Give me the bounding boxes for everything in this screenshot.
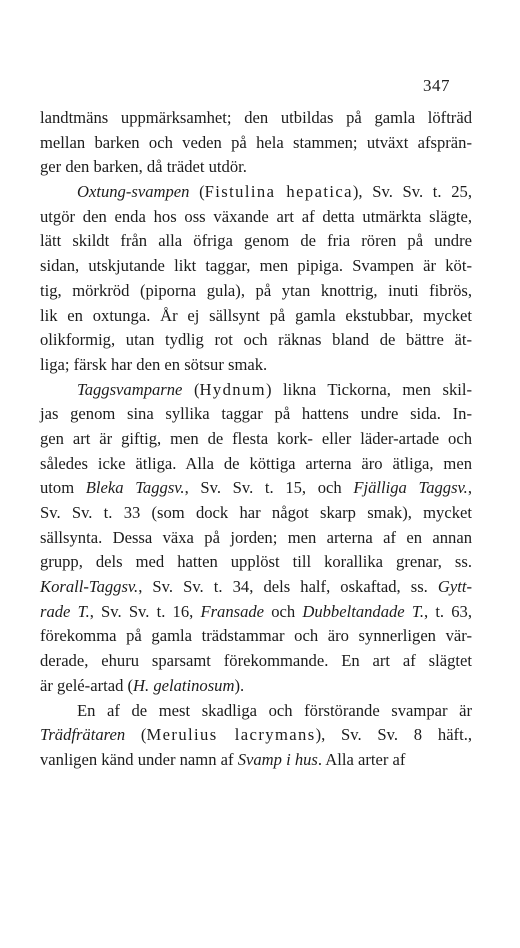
- text-run: är gelé-artad (: [40, 675, 134, 695]
- text-line: [40, 378, 472, 403]
- paragraph: [40, 106, 472, 180]
- text-line: [40, 748, 472, 773]
- paragraph: [40, 180, 472, 378]
- text-line: [40, 723, 472, 748]
- text-line: [40, 353, 472, 378]
- text-run: . Alla arter af: [317, 749, 406, 769]
- text-run: vanligen känd under namn af: [40, 749, 238, 769]
- text-run: lik en oxtunga. År ej sällsynt på gamla ekstubbar, mycket: [40, 305, 472, 325]
- text-run: Sv. Sv. t. 33 (som dock har något skarp smak), mycket: [40, 503, 472, 522]
- text-run: och: [264, 601, 303, 621]
- text-run: sidan, utskjutande likt taggar, men pipiga. Svampen är köt-: [40, 256, 472, 276]
- text-line: [40, 304, 472, 329]
- text-run: landtmäns uppmärksamhet; den utbildas på gamla löfträd: [40, 108, 472, 127]
- text-run: gen art är giftig, men de flesta kork- eller läder-artade och: [40, 428, 472, 448]
- text-run: , Sv. Sv. t. 34, dels half, oskaftad, ss.: [138, 577, 438, 597]
- italic-term: Dubbeltandade T.: [302, 601, 424, 621]
- text-run: olikformig, utan tydlig rot och räknas bland de bättre ät-: [40, 330, 472, 350]
- latin-name: Hydnum: [199, 379, 266, 399]
- text-line: [40, 279, 472, 304]
- text-run: derade, ehuru sparsamt förekommande. En art af slägtet: [40, 651, 472, 671]
- italic-term: rade T.: [40, 601, 90, 621]
- text-line: [40, 106, 472, 131]
- text-line: [40, 402, 472, 427]
- text-line: [40, 155, 472, 180]
- italic-term: Trädfrätaren: [40, 725, 126, 745]
- text-run: En af de mest skadliga och förstörande svampar är: [77, 700, 472, 720]
- text-run: , Sv. Sv. t. 16,: [89, 601, 201, 621]
- text-run: ,: [467, 478, 472, 498]
- text-line: [40, 229, 472, 254]
- text-line: [40, 550, 472, 575]
- text-run: sällsynta. Dessa växa på jorden; men arterna af en annan: [40, 527, 472, 547]
- text-run: utgör den enda hos oss växande art af detta utmärkta slägte,: [40, 206, 472, 226]
- text-line: [40, 600, 472, 625]
- text-line: [40, 452, 472, 477]
- text-run: ), Sv. Sv. t. 25,: [352, 182, 472, 202]
- text-line: [40, 526, 472, 551]
- text-line: [40, 205, 472, 230]
- text-line: [40, 649, 472, 674]
- text-line: [40, 180, 472, 205]
- text-line: [40, 575, 472, 600]
- text-run: tig, mörkröd (piporna gula), på ytan knottrig, inuti fibrös,: [40, 280, 472, 300]
- text-run: mellan barken och veden på hela stammen; utväxt afsprän-: [40, 132, 472, 152]
- italic-term: Korall-Taggsv.: [40, 577, 139, 597]
- text-line: [40, 699, 472, 724]
- text-run: förekomma på gamla trädstammar och äro synnerligen vär-: [40, 626, 472, 646]
- text-line: [40, 131, 472, 156]
- text-line: [40, 427, 472, 452]
- text-run: , Sv. Sv. t. 15, och: [184, 478, 354, 498]
- text-run: jas genom sina syllika taggar på hattens undre sida. In-: [40, 404, 472, 424]
- text-run: ) likna Tickorna, men skil-: [265, 379, 472, 399]
- text-run: således icke ätliga. Alla de köttiga arterna äro ätliga, men: [40, 453, 472, 473]
- latin-name: Merulius lacrymans: [146, 725, 316, 745]
- text-line: [40, 624, 472, 649]
- text-line: [40, 674, 472, 699]
- text-run: ), Sv. Sv. 8 häft.,: [315, 725, 472, 745]
- italic-term: Gytt-: [437, 577, 472, 597]
- text-run: liga; färsk har den en sötsur smak.: [40, 354, 268, 374]
- text-run: lätt skildt från alla öfriga genom de fria rören på undre: [40, 231, 472, 251]
- text-line: [40, 476, 472, 501]
- italic-term: Fransade: [200, 601, 265, 621]
- italic-term: Bleka Taggsv.: [85, 478, 185, 498]
- italic-term: Fjälliga Taggsv.: [353, 478, 468, 498]
- text-run: grupp, dels med hatten upplöst till korallika grenar, ss.: [40, 552, 472, 572]
- text-run: (: [125, 725, 147, 745]
- text-line: [40, 501, 472, 526]
- paragraph: [40, 378, 472, 699]
- italic-term: H. gelatinosum: [133, 675, 235, 695]
- text-run: ).: [234, 675, 245, 695]
- italic-term: Taggsvamparne: [77, 379, 183, 399]
- text-run: , t. 63,: [424, 601, 472, 621]
- text-run: (: [189, 182, 205, 202]
- latin-name: Fistulina hepatica: [204, 182, 353, 202]
- text-run: utom: [40, 478, 86, 498]
- text-line: [40, 254, 472, 279]
- text-line: [40, 328, 472, 353]
- text-run: ger den barken, då trädet utdör.: [40, 157, 247, 177]
- italic-term: Oxtung-svampen: [77, 182, 190, 202]
- body-text: [40, 106, 472, 773]
- text-run: (: [182, 379, 200, 399]
- page-number: 347: [423, 76, 450, 95]
- italic-term: Svamp i hus: [237, 749, 318, 769]
- paragraph: [40, 699, 472, 773]
